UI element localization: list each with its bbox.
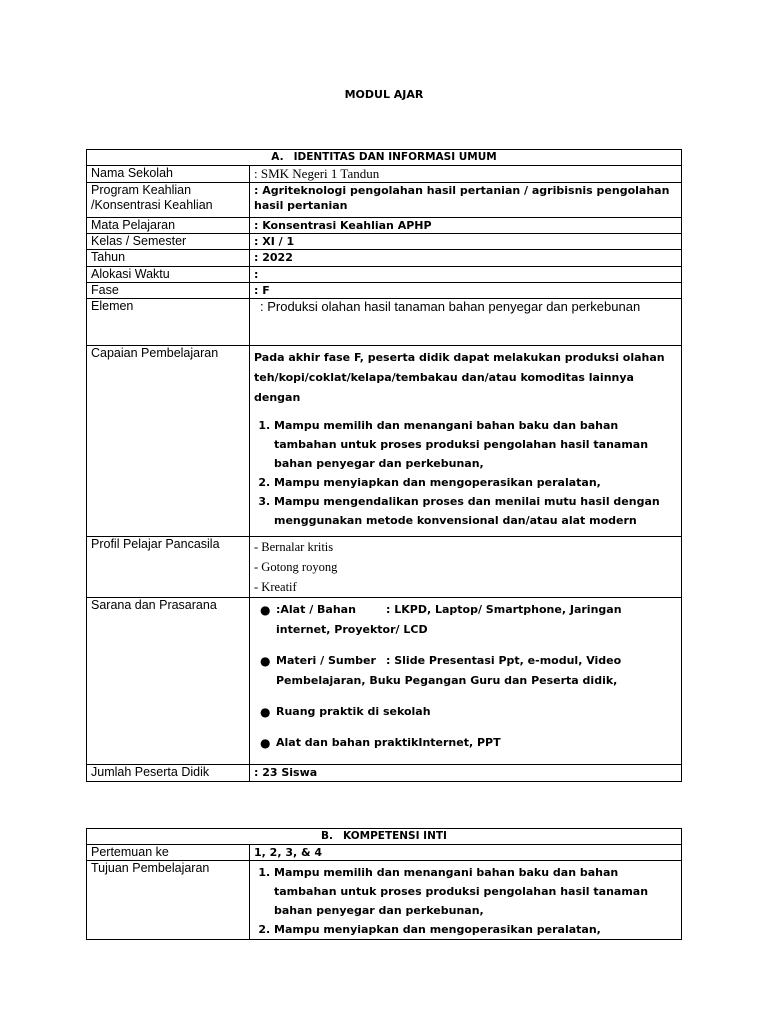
fase-value: : F (250, 283, 682, 299)
alokasi-value: : (250, 267, 682, 283)
program-value: : Agriteknologi pengolahan hasil pertanian / agribisnis pengolahan hasil pertanian (250, 183, 682, 218)
jumlah-value: : 23 Siswa (250, 765, 682, 782)
section-b-letter: B. (321, 830, 334, 842)
fase-label: Fase (87, 283, 250, 299)
list-item (260, 600, 677, 640)
profil-value (250, 537, 682, 598)
profil-label: Profil Pelajar Pancasila (87, 537, 250, 598)
list-item: 2. Mampu menyiapkan dan mengoperasikan peralatan, (274, 473, 677, 492)
nama-sekolah-label: Nama Sekolah (87, 166, 250, 183)
list-item: 1. Mampu memilih dan menangani bahan baku dan bahan tambahan untuk proses produksi pengolahan hasil tanaman bahan penyegar dan perkebunan, (274, 416, 677, 473)
tahun-value: : 2022 (250, 250, 682, 267)
pertemuan-value: 1, 2, 3, & 4 (250, 845, 682, 861)
bullet-icon: ● (260, 654, 271, 668)
sarana-label: Sarana dan Prasarana (87, 598, 250, 765)
list-item (260, 702, 677, 722)
section-b-heading: KOMPETENSI INTI (343, 830, 447, 842)
capaian-intro: Pada akhir fase F, peserta didik dapat melakukan produksi olahan teh/kopi/coklat/kelapa/tembakau dan/atau komoditas lainnya dengan (254, 351, 665, 404)
list-item: - Kreatif (254, 580, 297, 594)
kelas-value: : XI / 1 (250, 234, 682, 250)
tujuan-value (250, 861, 682, 940)
list-item: - Gotong royong (254, 560, 338, 574)
sarana-text: Alat dan bahan praktikInternet, PPT (276, 736, 501, 749)
alokasi-label: Alokasi Waktu (87, 267, 250, 283)
tahun-label: Tahun (87, 250, 250, 267)
nama-sekolah-value: : SMK Negeri 1 Tandun (250, 166, 682, 183)
capaian-list (254, 416, 677, 530)
sarana-text: : Slide Presentasi Ppt, e-modul, Video Pembelajaran, Buku Pegangan Guru dan Peserta didik, (276, 654, 622, 687)
sarana-key: Materi / Sumber (276, 654, 376, 667)
elemen-value: : Produksi olahan hasil tanaman bahan penyegar dan perkebunan (250, 299, 682, 346)
section-a-header (87, 150, 682, 166)
kelas-label: Kelas / Semester (87, 234, 250, 250)
mata-pelajaran-label: Mata Pelajaran (87, 218, 250, 234)
elemen-label: Elemen (87, 299, 250, 346)
tujuan-label: Tujuan Pembelajaran (87, 861, 250, 940)
list-item: 3. Mampu mengendalikan proses dan menilai mutu hasil dengan menggunakan metode konvensional dan/atau alat modern (274, 492, 677, 530)
list-item: 1. Mampu memilih dan menangani bahan baku dan bahan tambahan untuk proses produksi pengolahan hasil tanaman bahan penyegar dan perkebunan, (274, 863, 677, 920)
bullet-icon: ● (260, 603, 271, 617)
section-a-heading: IDENTITAS DAN INFORMASI UMUM (293, 151, 497, 163)
identitas-table (86, 149, 682, 782)
sarana-text: Ruang praktik di sekolah (276, 705, 431, 718)
jumlah-label: Jumlah Peserta Didik (87, 765, 250, 782)
mata-pelajaran-value: : Konsentrasi Keahlian APHP (250, 218, 682, 234)
bullet-icon: ● (260, 705, 271, 719)
capaian-label: Capaian Pembelajaran (87, 346, 250, 537)
bullet-icon: ● (260, 736, 271, 750)
capaian-value (250, 346, 682, 537)
list-item: - Bernalar kritis (254, 540, 334, 554)
tujuan-list (254, 863, 677, 939)
sarana-text: : LKPD, Laptop/ Smartphone, Jaringan internet, Proyektor/ LCD (276, 603, 622, 636)
sarana-list (254, 600, 677, 753)
section-a-letter: A. (271, 151, 284, 163)
list-item (260, 651, 677, 691)
pertemuan-label: Pertemuan ke (87, 845, 250, 861)
section-b-header (87, 829, 682, 845)
kompetensi-table (86, 828, 682, 940)
list-item: 2. Mampu menyiapkan dan mengoperasikan peralatan, (274, 920, 677, 939)
program-label: Program Keahlian /Konsentrasi Keahlian (87, 183, 250, 218)
sarana-key: :Alat / Bahan (276, 603, 356, 616)
list-item (260, 733, 677, 753)
sarana-value (250, 598, 682, 765)
page-title: MODUL AJAR (344, 88, 424, 101)
